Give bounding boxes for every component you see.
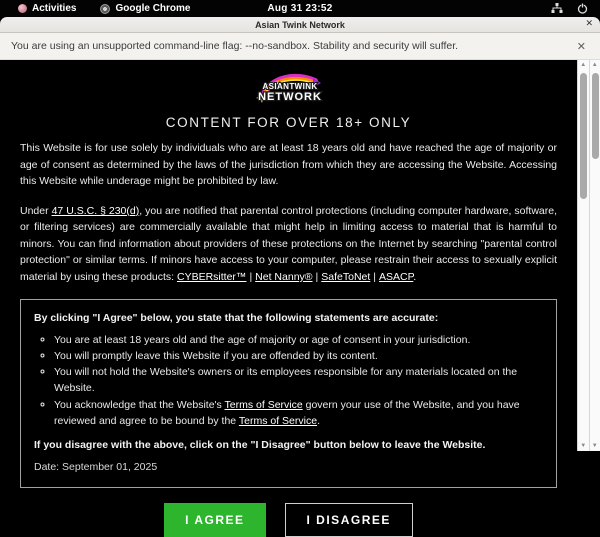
tos-pre: You acknowledge that the Website's (54, 399, 225, 411)
logo-line1: ASIANTWINK (262, 82, 317, 91)
site-logo (20, 70, 557, 109)
window-close-icon[interactable]: ✕ (585, 18, 593, 29)
chrome-app-label: Google Chrome (115, 3, 190, 14)
scroll-up-icon[interactable]: ▲ (590, 60, 600, 70)
agreement-intro: By clicking "I Agree" below, you state that the following statements are accurate: (34, 312, 543, 324)
terms-of-service-link[interactable]: Terms of Service (239, 415, 317, 427)
product-separator: | (249, 271, 252, 283)
agreement-bullet-tos (54, 397, 543, 430)
window-title: Asian Twink Network (255, 20, 345, 30)
product-link-netnanny[interactable]: Net Nanny® (255, 271, 312, 283)
agreement-list (34, 332, 543, 430)
infobar-message: You are using an unsupported command-line flag: --no-sandbox. Stability and security will suffer. (0, 40, 458, 52)
terms-of-service-link[interactable]: Terms of Service (225, 399, 303, 411)
page-body (0, 60, 600, 451)
product-link-cybersitter[interactable]: CYBERsitter™ (177, 271, 246, 283)
rainbow-logo-icon (251, 70, 327, 104)
agreement-bullet: ◦ You will promptly leave this Website if you are offended by its content. (54, 348, 543, 364)
clock[interactable]: Aug 31 23:52 (0, 3, 600, 14)
activities-label: Activities (32, 3, 76, 14)
i-disagree-button[interactable]: I DISAGREE (285, 503, 413, 537)
product-separator: | (373, 271, 376, 283)
outer-scrollbar-thumb[interactable] (592, 73, 599, 159)
agreement-bullet: ◦ You will not hold the Website's owners or its employees responsible for any materials located on the Website. (54, 364, 543, 397)
power-icon[interactable] (577, 3, 588, 14)
legal-terminator: . (413, 271, 416, 283)
button-row (20, 503, 557, 537)
date-line: Date: September 01, 2025 (34, 461, 543, 473)
page-title: CONTENT FOR OVER 18+ ONLY (20, 115, 557, 130)
scrollbar-area (577, 60, 600, 451)
legal-body: , you are notified that parental control protections (including computer hardware, software, or filtering services) are commercially available that might help in limiting access to material that is harmful to minors. You can find information about providers of these protections on the Internet by searching "parental control protection" or similar terms. If minors have access to your computer, please restrain their access to sexually explicit material by using these products: (20, 205, 557, 283)
tos-post: . (317, 415, 320, 427)
scroll-up-icon[interactable]: ▲ (578, 60, 589, 70)
legal-paragraph (20, 203, 557, 286)
inner-scrollbar[interactable] (577, 60, 589, 451)
infobar-close-icon[interactable]: ✕ (577, 40, 586, 53)
age-gate-content (0, 60, 577, 451)
product-link-asacp[interactable]: ASACP (379, 271, 413, 283)
scroll-down-icon[interactable]: ▼ (590, 441, 600, 451)
statute-link[interactable]: 47 U.S.C. § 230(d) (52, 205, 140, 217)
disagree-note: If you disagree with the above, click on the "I Disagree" button below to leave the Website. (34, 439, 543, 451)
network-icon[interactable] (551, 3, 563, 14)
product-link-safetonet[interactable]: SafeToNet (321, 271, 370, 283)
chrome-infobar (0, 33, 600, 60)
tos-mid: govern your use of the Website, and you have reviewed and agree to be bound by the (54, 399, 520, 427)
product-separator: | (316, 271, 319, 283)
outer-scrollbar[interactable] (589, 60, 600, 451)
logo-line2: NETWORK (258, 91, 322, 103)
scroll-down-icon[interactable]: ▼ (578, 441, 589, 451)
intro-paragraph: This Website is for use solely by individuals who are at least 18 years old and have reached the age of majority or age of consent as determined by the laws of the jurisdiction from which they are accessing the Website. Accessing this Website while underage might be prohibited by law. (20, 140, 557, 190)
agreement-box (20, 299, 557, 489)
legal-prefix: Under (20, 205, 52, 217)
inner-scrollbar-thumb[interactable] (580, 73, 587, 199)
i-agree-button[interactable]: I AGREE (164, 503, 265, 537)
agreement-bullet: ◦ You are at least 18 years old and the age of majority or age of consent in your jurisdiction. (54, 332, 543, 348)
window-title-bar (0, 17, 600, 33)
desktop-top-bar (0, 0, 600, 17)
